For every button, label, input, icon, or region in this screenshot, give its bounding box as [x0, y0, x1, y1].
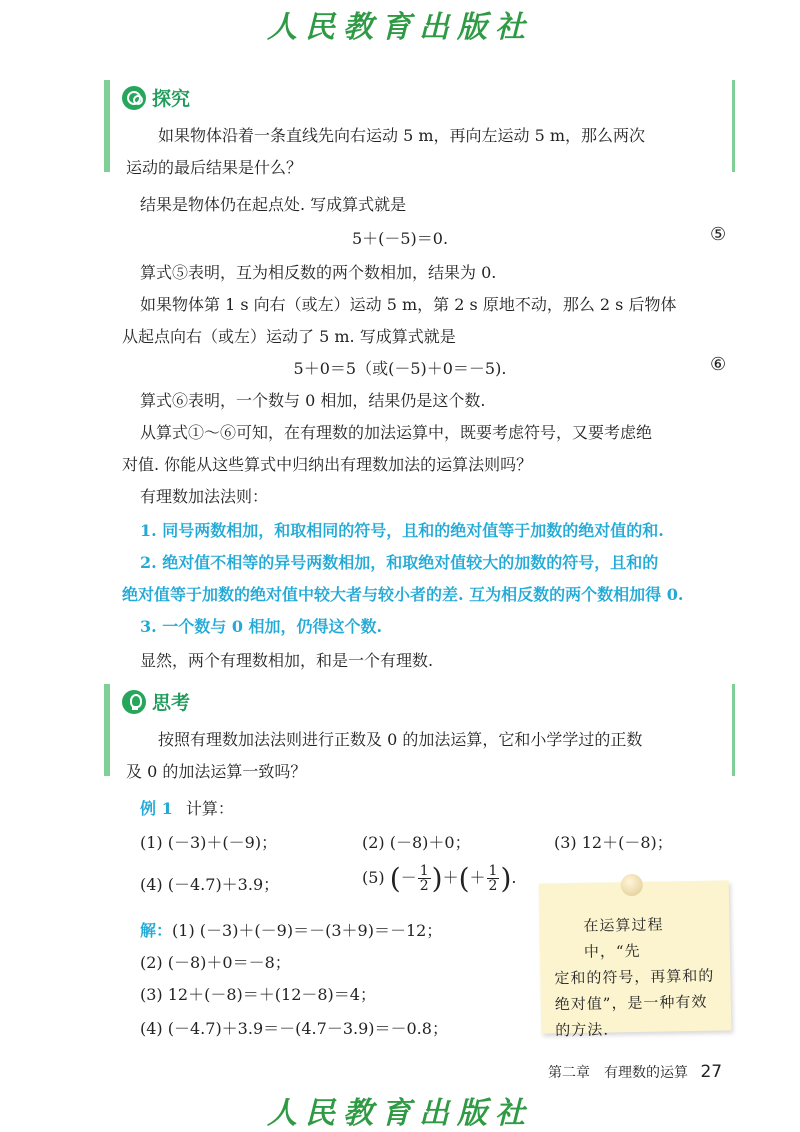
explore-icon — [122, 86, 146, 110]
body-p5a: 从算式①～⑥可知，在有理数的加法运算中，既要考虑符号，又要考虑绝 — [140, 423, 653, 442]
question-5: (5) (－ $\frac{1}{2}$ )＋(＋ $\frac{1}{2}$ ). — [362, 862, 517, 895]
question-3: (3) 12＋(－8)； — [554, 833, 673, 852]
q5-sign-2: ＋ — [469, 868, 486, 887]
solution-4: (4) (－4.7)＋3.9＝－(4.7－3.9)＝－0.8； — [140, 1019, 448, 1038]
formula-5: 5＋(－5)＝0. — [351, 229, 449, 248]
solution-3: (3) 12＋(－8)＝＋(12－8)＝4； — [140, 985, 376, 1004]
explore-line-1: 如果物体沿着一条直线先向右运动 5 m，再向左运动 5 m，那么两次 — [158, 126, 646, 145]
body-p4: 算式⑥表明，一个数与 0 相加，结果仍是这个数. — [140, 391, 486, 410]
q5-operator: ＋ — [442, 868, 459, 887]
page-number: 27 — [700, 1062, 723, 1082]
solution-label: 解： — [140, 921, 173, 940]
body-p3b: 从起点向右（或左）运动了 5 m. 写成算式就是 — [122, 327, 456, 346]
explore-line-2: 运动的最后结果是什么？ — [126, 158, 303, 177]
explore-title — [122, 84, 190, 111]
body-p3a: 如果物体第 1 s 向右（或左）运动 5 m，第 2 s 原地不动，那么 2 s 后物体 — [140, 295, 677, 314]
example-heading — [140, 796, 234, 819]
question-2: (2) (－8)＋0； — [362, 833, 471, 852]
body-p2: 算式⑤表明，互为相反数的两个数相加，结果为 0. — [140, 263, 497, 282]
body-p1: 结果是物体仍在起点处. 写成算式就是 — [140, 195, 407, 214]
rule-2a: 2. 绝对值不相等的异号两数相加，和取绝对值较大的加数的符号，且和的 — [140, 553, 659, 572]
rule-3: 3. 一个数与 0 相加，仍得这个数. — [140, 617, 383, 636]
formula-6-tag: ⑥ — [710, 354, 727, 375]
solution-1: 解：(1) (－3)＋(－9)＝－(3＋9)＝－12； — [140, 921, 443, 940]
body-p6: 有理数加法法则： — [140, 487, 269, 506]
think-title-text: 思考 — [152, 692, 191, 714]
q5-prefix: (5) — [362, 868, 385, 887]
fraction-half-1: $\frac{1}{2}$ — [419, 863, 429, 894]
sticky-note — [539, 880, 732, 1040]
formula-5-tag: ⑤ — [710, 224, 727, 245]
note-text: 在运算过程中，“先 定和的符号，再算和的 绝对值”，是一种有效 的方法. — [554, 915, 715, 1040]
think-box — [104, 684, 735, 781]
explore-text — [126, 120, 722, 184]
example-label: 例 1 — [140, 799, 173, 818]
fraction-half-2: $\frac{1}{2}$ — [488, 863, 498, 894]
lightbulb-icon — [122, 690, 146, 714]
think-text — [126, 724, 722, 788]
question-4: (4) (－4.7)＋3.9； — [140, 875, 280, 894]
page-footer — [548, 1062, 722, 1082]
think-line-1: 按照有理数加法法则进行正数及 0 的加法运算，它和小学学过的正数 — [158, 730, 643, 749]
solution-2: (2) (－8)＋0＝－8； — [140, 953, 291, 972]
think-line-2: 及 0 的加法运算一致吗？ — [126, 762, 307, 781]
explore-box — [104, 80, 735, 177]
conclusion: 显然，两个有理数相加，和是一个有理数. — [140, 651, 434, 670]
q5-sign-1: － — [400, 868, 417, 887]
chapter-title: 第二章 有理数的运算 — [548, 1065, 688, 1081]
publisher-logo-bottom: 人民教育出版社 — [267, 1096, 533, 1131]
formula-6: 5＋0＝5（或(－5)＋0＝－5). — [293, 359, 507, 378]
example-prompt: 计算： — [185, 799, 234, 818]
pin-icon — [621, 874, 643, 896]
rule-1: 1. 同号两数相加，和取相同的符号，且和的绝对值等于加数的绝对值的和. — [140, 521, 664, 540]
rule-2b: 绝对值等于加数的绝对值中较大者与较小者的差. 互为相反数的两个数相加得 0. — [122, 585, 684, 604]
think-title — [122, 688, 190, 715]
explore-title-text: 探究 — [152, 88, 191, 110]
question-1: (1) (－3)＋(－9)； — [140, 833, 278, 852]
body-p5b: 对值. 你能从这些算式中归纳出有理数加法的运算法则吗？ — [122, 455, 533, 474]
publisher-logo-top: 人民教育出版社 — [267, 10, 533, 45]
